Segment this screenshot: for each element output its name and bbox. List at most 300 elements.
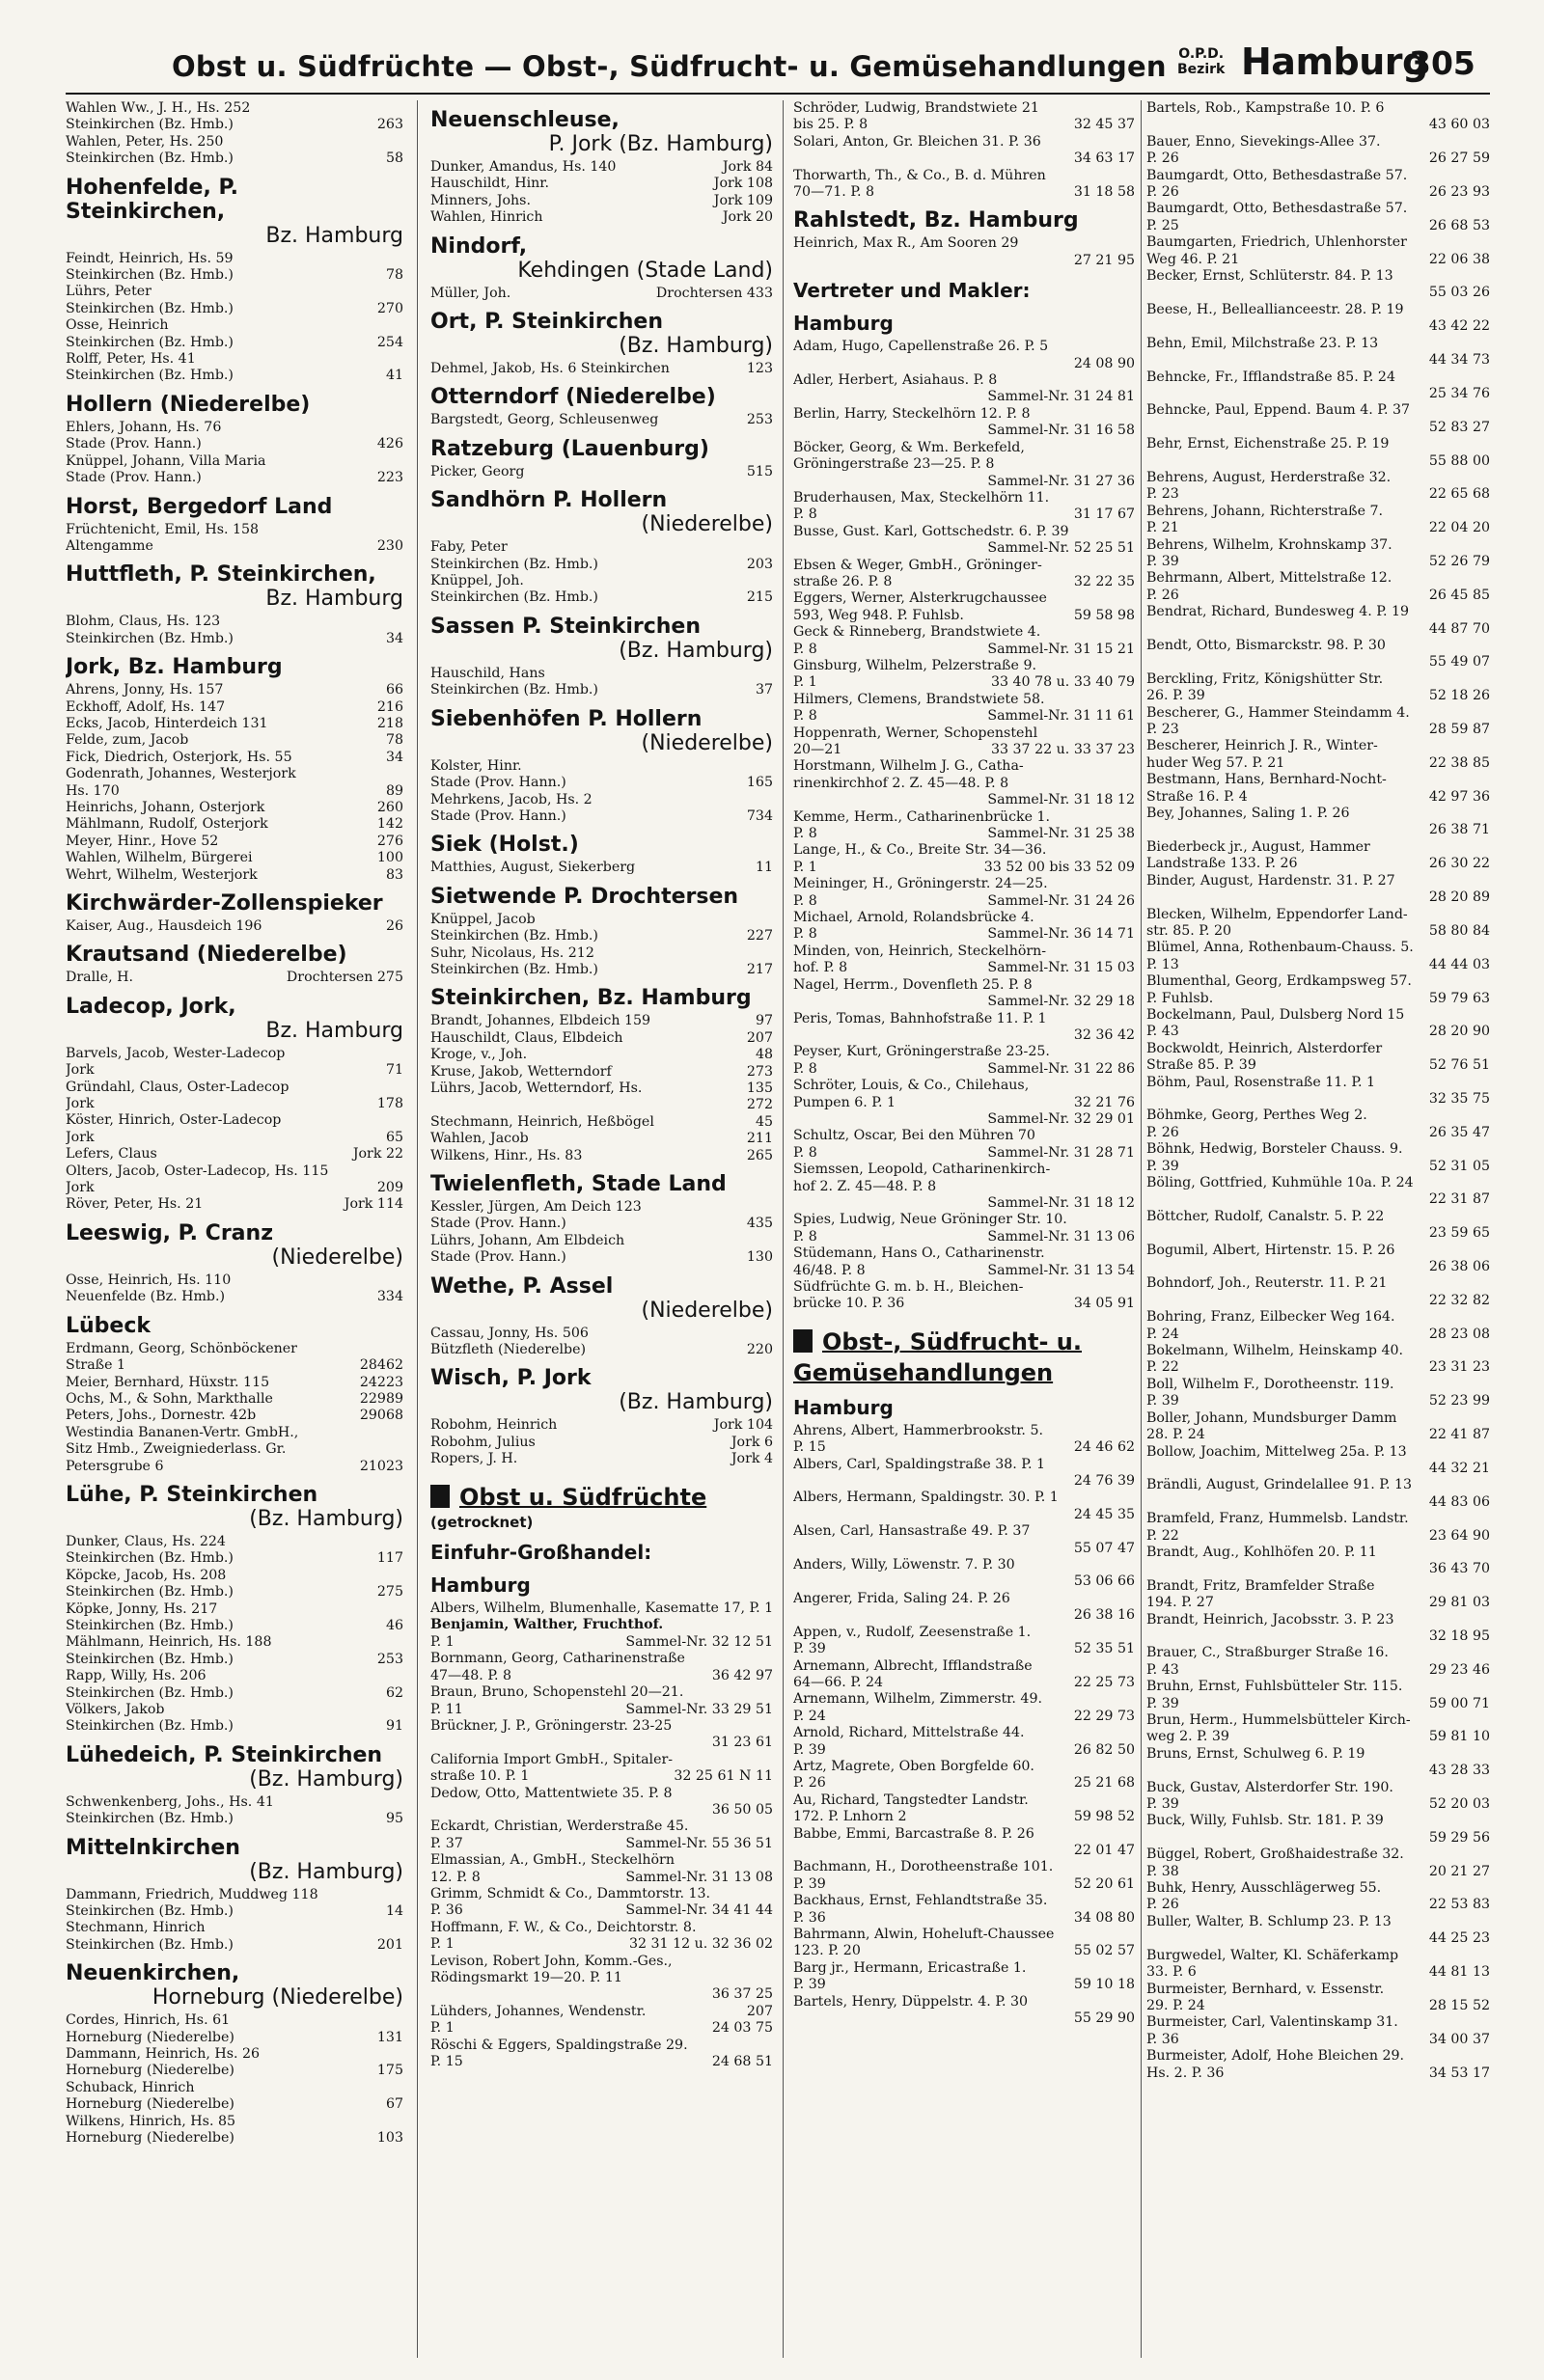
entry-text: P. 15 — [793, 1439, 826, 1456]
locality-heading — [66, 655, 403, 679]
entry-number: 209 — [376, 1180, 403, 1196]
entry-text: P. 8 — [793, 641, 817, 657]
list-item — [66, 970, 403, 986]
entry-number: 36 42 97 — [711, 1667, 773, 1683]
entry-text — [793, 1507, 1068, 1523]
entry-text: Faby, Peter — [430, 539, 508, 556]
list-item — [1146, 1477, 1490, 1493]
entry-text — [793, 1111, 981, 1128]
list-item — [1146, 1359, 1490, 1376]
entry-number: 272 — [746, 1097, 773, 1113]
list-item — [1146, 352, 1490, 369]
entry-text: Olters, Jacob, Oster-Ladecop, Hs. 115 — [66, 1163, 329, 1179]
entry-text: bis 25. P. 8 — [793, 117, 868, 133]
entry-text: Thorwarth, Th., & Co., B. d. Mühren — [793, 167, 1046, 183]
list-item — [66, 1550, 403, 1567]
entry-text: Steinkirchen (Bz. Hmb.) — [66, 1718, 234, 1735]
entry-number: 52 76 51 — [1428, 1057, 1490, 1074]
list-item — [66, 1459, 403, 1475]
list-item — [793, 1775, 1135, 1792]
list-item — [430, 464, 773, 480]
locality-heading — [66, 176, 403, 248]
entry-text: Osse, Heinrich — [66, 317, 169, 334]
list-item — [66, 1534, 403, 1550]
list-item — [793, 1095, 1135, 1111]
list-item — [793, 1457, 1135, 1473]
locality-name: Hollern (Niederelbe) — [66, 392, 311, 417]
entry-text: Behncke, Paul, Eppend. Baum 4. P. 37 — [1146, 402, 1411, 419]
entry-number: 34 00 37 — [1428, 2031, 1490, 2047]
entry-text: Horstmann, Wilhelm J. G., Catha- — [793, 758, 1024, 775]
list-item — [66, 1937, 403, 1954]
entry-text: Dralle, H. — [66, 970, 133, 986]
locality-heading — [66, 1836, 403, 1884]
entry-number: 59 00 71 — [1428, 1695, 1490, 1711]
entry-number: 26 82 50 — [1073, 1741, 1135, 1758]
list-item — [66, 1903, 403, 1920]
list-item — [430, 945, 773, 962]
entry-text: Grimm, Schmidt & Co., Dammtorstr. 13. — [430, 1885, 711, 1901]
entry-number: Sammel-Nr. 55 36 51 — [625, 1835, 773, 1851]
list-item — [66, 1096, 403, 1112]
entry-text: Eggers, Werner, Alsterkrugchaussee — [793, 590, 1047, 607]
entry-number: 91 — [385, 1718, 403, 1735]
entry-number: 32 21 76 — [1073, 1094, 1135, 1110]
entry-number: 59 58 98 — [1073, 607, 1135, 623]
list-item — [793, 1809, 1135, 1825]
list-item — [66, 1180, 403, 1196]
list-item — [793, 406, 1135, 423]
entry-text — [793, 356, 1068, 372]
list-item — [66, 2063, 403, 2079]
entry-text: Brandt, Aug., Kohlhöfen 20. P. 11 — [1146, 1544, 1377, 1560]
list-item — [430, 682, 773, 698]
list-item — [1146, 1159, 1490, 1175]
list-item — [66, 1887, 403, 1903]
list-item — [1146, 268, 1490, 285]
entry-number: 59 98 52 — [1073, 1809, 1135, 1825]
entry-text: 47—48. P. 8 — [430, 1667, 512, 1683]
list-item — [66, 1391, 403, 1408]
list-item — [430, 912, 773, 928]
entry-number: 34 — [385, 630, 403, 646]
list-item — [430, 361, 773, 377]
entry-text: Berckling, Fritz, Königshütter Str. — [1146, 670, 1384, 687]
locality-heading — [430, 310, 773, 358]
entry-text: Mehrkens, Jacob, Hs. 2 — [430, 791, 593, 807]
list-item — [430, 1702, 773, 1718]
header-city: Hamburg — [1241, 41, 1428, 83]
list-item — [793, 910, 1135, 926]
entry-number: 103 — [376, 2130, 403, 2147]
entry-number: 41 — [385, 368, 403, 384]
entry-text: Hauschild, Hans — [430, 665, 545, 681]
entry-number: Sammel-Nr. 31 16 58 — [987, 423, 1135, 439]
list-item — [793, 440, 1135, 456]
entry-text: Bollow, Joachim, Mittelweg 25a. P. 13 — [1146, 1443, 1407, 1460]
entry-text: straße 26. P. 8 — [793, 573, 893, 589]
entry-number: 55 07 47 — [1073, 1540, 1135, 1556]
list-item — [793, 977, 1135, 994]
list-item — [430, 1970, 773, 1986]
entry-text: Elmassian, A., GmbH., Steckelhörn — [430, 1852, 675, 1869]
entry-text: Kruse, Jakob, Wetterndorf — [430, 1063, 612, 1080]
list-item — [793, 1296, 1135, 1312]
list-item — [793, 1229, 1135, 1245]
entry-text: P. 11 — [430, 1701, 463, 1717]
entry-number: 27 21 95 — [1073, 252, 1135, 268]
opd-label — [1177, 46, 1225, 77]
entry-number: 44 25 23 — [1428, 1930, 1490, 1947]
locality-heading — [66, 891, 403, 916]
entry-number: 24223 — [359, 1374, 403, 1390]
entry-text: Bruhn, Ernst, Fuhlsbütteler Str. 115. — [1146, 1679, 1403, 1695]
entry-number: 24 08 90 — [1073, 355, 1135, 371]
list-item — [1146, 1410, 1490, 1427]
entry-text: Levison, Robert John, Komm.-Ges., — [430, 1953, 673, 1969]
list-item — [793, 1759, 1135, 1775]
entry-text: Altengamme — [66, 537, 153, 554]
list-item — [1146, 1041, 1490, 1057]
entry-number: 22 04 20 — [1428, 520, 1490, 536]
running-title: Obst u. Südfrüchte — Obst-, Südfrucht- u. Gemüsehandlungen — [172, 50, 1167, 83]
entry-number: 215 — [746, 589, 773, 606]
list-item — [66, 1568, 403, 1584]
entry-number: 52 35 51 — [1073, 1641, 1135, 1657]
list-item — [793, 1078, 1135, 1094]
entry-text: Appen, v., Rudolf, Zeesenstraße 1. — [793, 1624, 1032, 1640]
entry-text: Stade (Prov. Hann.) — [430, 1216, 566, 1232]
entry-text: Steinkirchen (Bz. Hmb.) — [430, 928, 598, 944]
list-item — [430, 557, 773, 573]
list-item — [1146, 570, 1490, 587]
entry-number: 142 — [376, 816, 403, 833]
entry-text: Adler, Herbert, Asiahaus. P. 8 — [793, 372, 998, 389]
list-item — [1146, 1275, 1490, 1292]
entry-text: rinenkirchhof 2. Z. 45—48. P. 8 — [793, 775, 1009, 791]
list-item — [793, 1859, 1135, 1875]
entry-text: P. 26 — [1146, 184, 1179, 201]
list-item — [430, 1986, 773, 2003]
entry-text: P. 8 — [793, 506, 817, 523]
entry-text: Schultz, Oscar, Bei den Mühren 70 — [793, 1128, 1035, 1144]
entry-text: Heinrich, Max R., Am Sooren 29 — [793, 235, 1019, 252]
list-item — [430, 1836, 773, 1852]
locality-name: Siek (Holst.) — [430, 833, 579, 858]
entry-text: Matthies, August, Siekerberg — [430, 860, 636, 876]
column-divider — [783, 100, 784, 2358]
list-item — [793, 1943, 1135, 1959]
list-item — [793, 1675, 1135, 1691]
list-item — [66, 1601, 403, 1618]
list-item — [1146, 134, 1490, 150]
list-item — [1146, 453, 1490, 470]
entry-text: Minden, von, Heinrich, Steckelhörn- — [793, 943, 1047, 959]
page-number: 305 — [1409, 44, 1475, 82]
list-item — [66, 538, 403, 555]
page-header — [66, 37, 1490, 95]
entry-number: Sammel-Nr. 31 28 71 — [987, 1144, 1135, 1161]
list-item — [430, 1199, 773, 1216]
entry-text: Spies, Ludwig, Neue Gröninger Str. 10. — [793, 1212, 1067, 1228]
list-item — [793, 1212, 1135, 1228]
entry-text: 70—71. P. 8 — [793, 184, 875, 201]
entry-number: 270 — [376, 300, 403, 316]
entry-text: Michael, Arnold, Rolandsbrücke 4. — [793, 910, 1034, 926]
entry-text: Angerer, Frida, Saling 24. P. 26 — [793, 1590, 1010, 1606]
entry-number: 175 — [376, 2063, 403, 2079]
entry-number: 97 — [755, 1013, 773, 1029]
entry-number: 43 60 03 — [1428, 117, 1490, 133]
entry-text: Ahrens, Albert, Hammerbrookstr. 5. — [793, 1422, 1043, 1438]
list-item — [1146, 100, 1490, 117]
list-item — [66, 1080, 403, 1096]
locality-subtitle: Bz. Hamburg — [265, 223, 403, 248]
entry-number: 59 29 56 — [1428, 1829, 1490, 1846]
list-item — [1146, 318, 1490, 335]
list-item — [1146, 1191, 1490, 1208]
list-item — [430, 1870, 773, 1886]
entry-number: 37 — [755, 682, 773, 698]
list-item — [793, 1691, 1135, 1708]
entry-number: 32 35 75 — [1428, 1090, 1490, 1107]
list-item — [66, 1196, 403, 1213]
entry-text: Völkers, Jakob — [66, 1702, 165, 1717]
list-item — [1146, 1847, 1490, 1863]
list-item — [1146, 1746, 1490, 1763]
column-2 — [430, 100, 773, 2358]
list-item — [793, 506, 1135, 523]
list-item — [793, 860, 1135, 876]
entry-text: Ochs, M., & Sohn, Markthalle — [66, 1390, 273, 1407]
locality-heading — [66, 1743, 403, 1792]
entry-number: 59 79 63 — [1428, 990, 1490, 1006]
list-item — [66, 1408, 403, 1424]
list-item — [1146, 1225, 1490, 1242]
entry-text: Backhaus, Ernst, Fehlandtstraße 35. — [793, 1893, 1048, 1909]
entry-text: Brandt, Johannes, Elbdeich 159 — [430, 1013, 651, 1029]
entry-text: Nagel, Herrm., Dovenfleth 25. P. 8 — [793, 976, 1033, 993]
list-item — [793, 1658, 1135, 1675]
locality-name: Otterndorf (Niederelbe) — [430, 385, 716, 410]
list-item — [66, 1634, 403, 1651]
list-item — [430, 1047, 773, 1063]
locality-heading — [66, 995, 403, 1043]
list-item — [1146, 420, 1490, 436]
section-square-mark — [793, 1329, 813, 1353]
entry-number: 24 68 51 — [711, 2054, 773, 2070]
list-item — [66, 1668, 403, 1684]
locality-heading — [430, 986, 773, 1010]
entry-text — [1146, 1225, 1423, 1242]
list-item — [1146, 654, 1490, 670]
list-item — [66, 750, 403, 766]
entry-text: P. 26 — [1146, 1124, 1179, 1140]
entry-text: Kessler, Jürgen, Am Deich 123 — [430, 1199, 642, 1215]
entry-text: Albers, Carl, Spaldingstraße 38. P. 1 — [793, 1456, 1046, 1472]
entry-text: Köpke, Jonny, Hs. 217 — [66, 1600, 218, 1617]
list-item — [1146, 1712, 1490, 1729]
entry-text: Blümel, Anna, Rothenbaum-Chauss. 5. — [1146, 940, 1414, 956]
entry-number: Sammel-Nr. 31 13 06 — [987, 1228, 1135, 1245]
list-item — [66, 1794, 403, 1811]
list-item — [793, 1709, 1135, 1725]
list-item — [793, 558, 1135, 574]
list-item — [793, 117, 1135, 133]
entry-text — [1146, 318, 1423, 335]
entry-number: 165 — [746, 775, 773, 791]
entry-text: Meier, Bernhard, Hüxstr. 115 — [66, 1374, 270, 1390]
entry-text: P. 26 — [1146, 1897, 1179, 1913]
list-item — [1146, 1578, 1490, 1595]
entry-text: Steinkirchen (Bz. Hmb.) — [66, 1684, 234, 1701]
entry-number: 52 26 79 — [1428, 553, 1490, 569]
locality-name: Lübeck — [66, 1313, 152, 1338]
list-item — [66, 816, 403, 833]
entry-number: 55 88 00 — [1428, 452, 1490, 469]
list-item — [430, 1684, 773, 1701]
entry-number: Jork 6 — [731, 1434, 773, 1450]
list-item — [66, 100, 403, 117]
list-item — [793, 1245, 1135, 1262]
entry-text: Horneburg (Niederelbe) — [66, 2063, 234, 2079]
list-item — [430, 1886, 773, 1902]
entry-number: 31 18 58 — [1073, 184, 1135, 201]
list-item — [1146, 1545, 1490, 1561]
list-item — [66, 1618, 403, 1634]
locality-name: Wisch, P. Jork — [430, 1366, 592, 1391]
list-item — [1146, 1007, 1490, 1024]
entry-text: Steinkirchen (Bz. Hmb.) — [66, 1651, 234, 1667]
entry-number: 33 52 00 bis 33 52 09 — [983, 859, 1135, 875]
list-item — [66, 732, 403, 749]
list-item — [1146, 1914, 1490, 1930]
list-item — [66, 251, 403, 267]
entry-text: Bestmann, Hans, Bernhard-Nocht- — [1146, 772, 1387, 788]
entry-text: P. 8 — [793, 1060, 817, 1077]
entry-number: 34 — [385, 749, 403, 765]
list-item — [793, 490, 1135, 506]
list-item — [1146, 1561, 1490, 1577]
list-item — [1146, 1075, 1490, 1091]
list-item — [430, 860, 773, 876]
directory-page — [66, 37, 1490, 2362]
list-item — [1146, 1662, 1490, 1679]
entry-text: Bornmann, Georg, Catharinenstraße — [430, 1651, 685, 1667]
entry-number: 217 — [746, 961, 773, 977]
entry-text: Bogumil, Albert, Hirtenstr. 15. P. 26 — [1146, 1242, 1395, 1258]
entry-number: 32 18 95 — [1428, 1628, 1490, 1644]
entry-number: 26 — [385, 918, 403, 934]
entry-number: Drochtersen 275 — [286, 970, 403, 986]
list-item — [430, 1233, 773, 1249]
entry-text — [793, 1541, 1068, 1557]
entry-text: Schröder, Ludwig, Brandstwiete 21 — [793, 100, 1039, 116]
entry-text: Stade (Prov. Hann.) — [430, 1249, 566, 1266]
list-item — [793, 339, 1135, 355]
list-item — [66, 783, 403, 800]
list-item — [1146, 1343, 1490, 1359]
list-item — [1146, 2032, 1490, 2048]
opd-line: O.P.D. — [1178, 46, 1225, 62]
list-item — [66, 2080, 403, 2096]
entry-text: Solari, Anton, Gr. Bleichen 31. P. 36 — [793, 133, 1041, 150]
entry-text: Südfrüchte G. m. b. H., Bleichen- — [793, 1279, 1024, 1295]
list-item — [1146, 117, 1490, 133]
list-item — [793, 1263, 1135, 1279]
entry-text: P. 26 — [793, 1775, 826, 1792]
list-item — [430, 1852, 773, 1869]
section-heading — [430, 1484, 773, 1511]
list-item — [66, 134, 403, 150]
entry-number: 24 46 62 — [1073, 1439, 1135, 1456]
entry-number: 22 31 87 — [1428, 1191, 1490, 1208]
locality-heading — [430, 108, 773, 156]
entry-number: 28 20 90 — [1428, 1024, 1490, 1040]
entry-text: P. 38 — [1146, 1863, 1179, 1879]
list-item — [793, 1507, 1135, 1523]
entry-text: Feindt, Heinrich, Hs. 59 — [66, 250, 234, 266]
entry-number: 28 20 89 — [1428, 889, 1490, 906]
entry-text: Neuenfelde (Bz. Hmb.) — [66, 1289, 226, 1305]
entry-text: 123. P. 20 — [793, 1943, 861, 1959]
locality-name: Siebenhöfen P. Hollern — [430, 706, 703, 731]
entry-number: 100 — [376, 850, 403, 866]
list-item — [1146, 923, 1490, 940]
entry-text: Früchtenicht, Emil, Hs. 158 — [66, 521, 260, 537]
entry-text: Wahlen, Hinrich — [430, 209, 543, 226]
list-item — [430, 1786, 773, 1802]
list-item — [1146, 1024, 1490, 1040]
entry-text: Sitz Hmb., Zweigniederlass. Gr. — [66, 1441, 287, 1458]
list-item — [1146, 150, 1490, 167]
entry-text: Ginsburg, Wilhelm, Pelzerstraße 9. — [793, 657, 1036, 673]
entry-text: Steinkirchen (Bz. Hmb.) — [66, 300, 234, 316]
entry-number: 25 34 76 — [1428, 385, 1490, 401]
entry-text — [1146, 1259, 1423, 1275]
list-item — [793, 150, 1135, 167]
list-item — [1146, 218, 1490, 234]
entry-text — [793, 474, 981, 490]
entry-text: Behncke, Fr., Ifflandstraße 85. P. 24 — [1146, 369, 1395, 385]
entry-number: 44 32 21 — [1428, 1460, 1490, 1476]
entry-number: 59 10 18 — [1073, 1977, 1135, 1993]
list-item — [793, 253, 1135, 269]
entry-text: Köpcke, Jacob, Hs. 208 — [66, 1567, 227, 1583]
list-item — [66, 2030, 403, 2046]
entry-text: Lührs, Jacob, Wetterndorf, Hs. — [430, 1080, 643, 1096]
entry-text: Bahrmann, Alwin, Hoheluft-Chaussee — [793, 1927, 1055, 1942]
entry-text: Hilmers, Clemens, Brandstwiete 58. — [793, 691, 1045, 707]
entry-text: Behrens, Johann, Richterstraße 7. — [1146, 503, 1384, 519]
locality-subtitle: (Bz. Hamburg) — [249, 1766, 403, 1792]
list-item — [793, 692, 1135, 708]
list-item — [793, 184, 1135, 201]
list-item — [793, 1145, 1135, 1162]
entry-number: 117 — [376, 1550, 403, 1567]
list-item — [1146, 1780, 1490, 1796]
entry-number: 25 21 68 — [1073, 1775, 1135, 1792]
entry-text: Steinkirchen (Bz. Hmb.) — [66, 1903, 234, 1920]
entry-number: 26 35 47 — [1428, 1124, 1490, 1140]
entry-text: P. 23 — [1146, 722, 1179, 738]
entry-text: Müller, Joh. — [430, 285, 511, 301]
entry-number: 52 83 27 — [1428, 419, 1490, 435]
column-4 — [1146, 100, 1490, 2358]
entry-text: 46/48. P. 8 — [793, 1262, 866, 1278]
list-item — [66, 335, 403, 351]
entry-text: Ecks, Jacob, Hinterdeich 131 — [66, 715, 268, 731]
